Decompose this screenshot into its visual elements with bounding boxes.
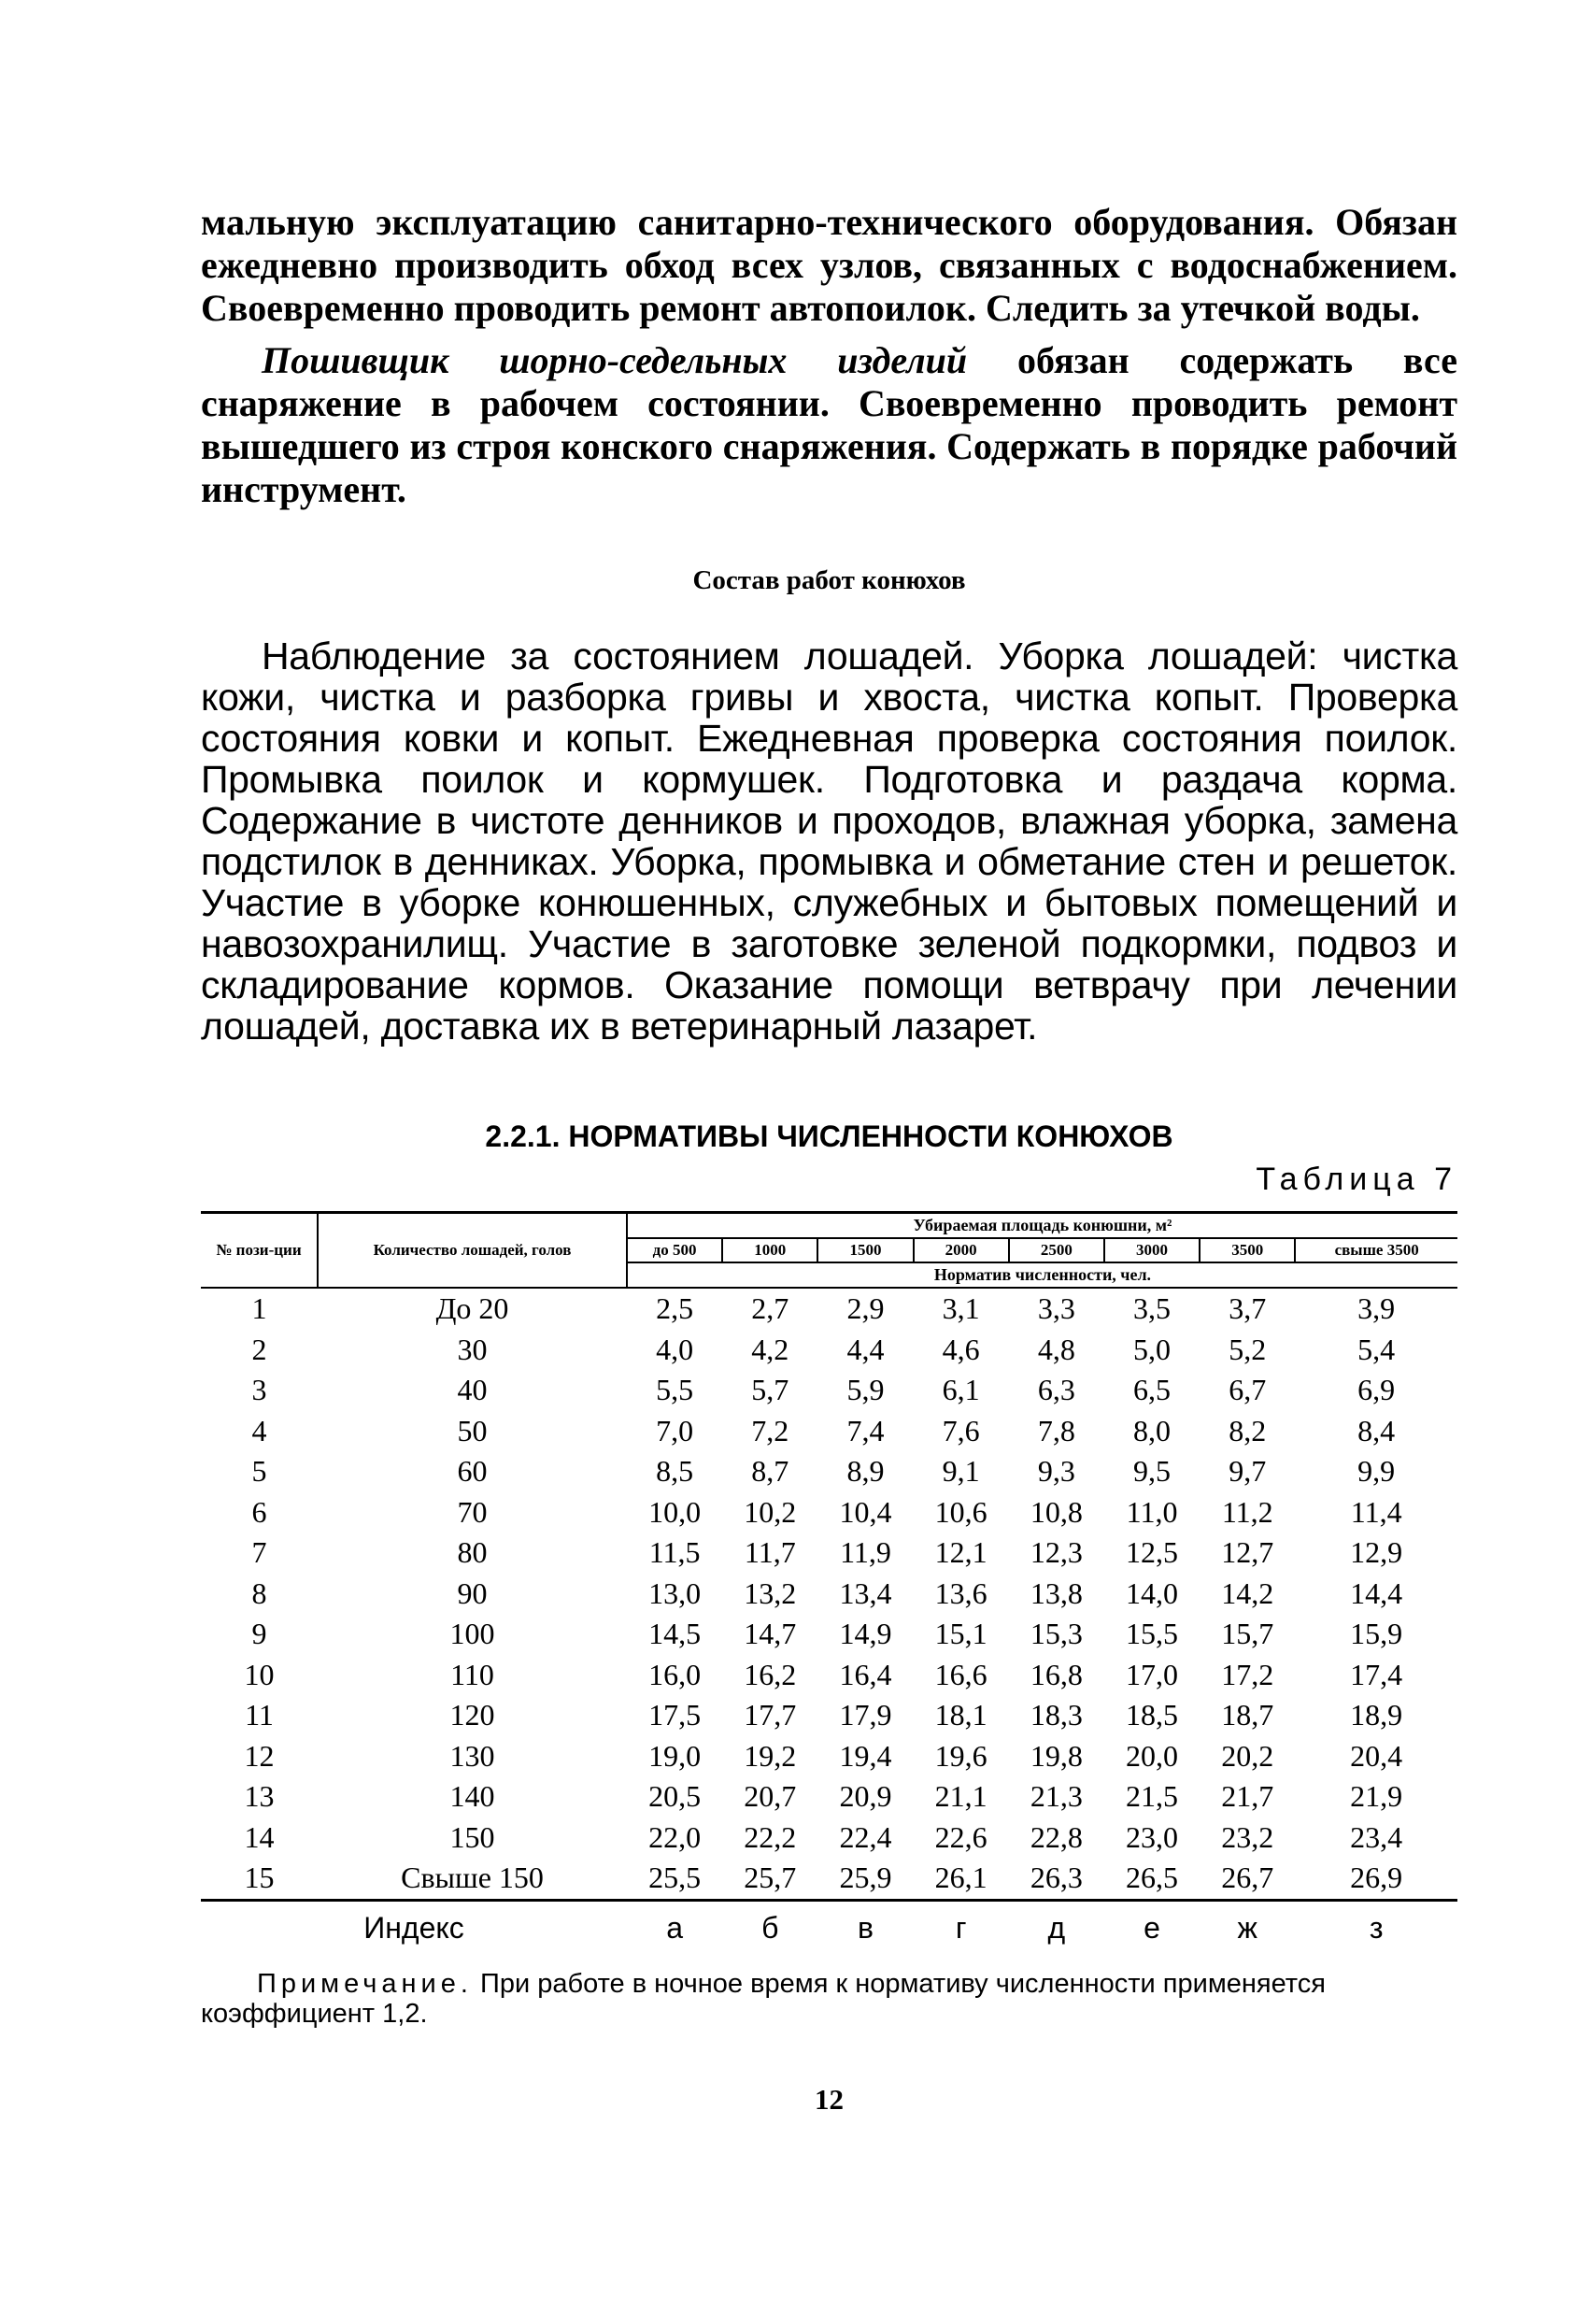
area-column-header: 3000 bbox=[1104, 1238, 1200, 1262]
norm-value-cell: 12,9 bbox=[1350, 1535, 1403, 1570]
norm-value-cell: 12,7 bbox=[1221, 1535, 1274, 1570]
norm-value-cell: 11,0 bbox=[1126, 1494, 1178, 1529]
index-letter: а bbox=[666, 1911, 683, 1945]
norm-value-cell: 12,3 bbox=[1030, 1535, 1083, 1570]
area-column-header: 2000 bbox=[914, 1238, 1009, 1262]
section-body: Наблюдение за состоянием лошадей. Уборка лошадей: чистка кожи, чистка и разборка гривы и хвоста, чистка копыт. Проверка состояния ковки и копыт. Ежедневная проверка состояния поилок. Промывка поилок и кормушек. Подготовка и раздача корма. Содержание в чистоте денников и проходов, влажная уборка, замена подстилок в денниках. Уборка, промывка и обметание стен и решеток. Участие в уборке конюшенных, служебных и бытовых помещений и навозохранилищ. Участие в заготовке зеленой подкормки, подвоз и складирование кормов. Оказание помощи ветврачу при лечении лошадей, доставка их в ветеринарный лазарет. bbox=[201, 634, 1457, 1048]
row-horse-count: До 20 bbox=[435, 1291, 509, 1326]
norm-value-cell: 9,3 bbox=[1037, 1454, 1075, 1489]
norm-value-cell: 4,0 bbox=[656, 1332, 694, 1366]
intro-paragraph-1: мальную эксплуатацию санитарно-технического оборудования. Обязан ежедневно производить обход всех узлов, связанных с водоснабжением. Своевременно проводить ремонт автопоилок. Следить за утечкой воды. bbox=[201, 201, 1457, 329]
index-letter: ж bbox=[1237, 1911, 1257, 1945]
row-position: 10 bbox=[244, 1657, 275, 1691]
table-row bbox=[201, 1492, 1457, 1533]
norm-value-cell: 9,5 bbox=[1133, 1454, 1172, 1489]
norm-value-cell: 12,1 bbox=[934, 1535, 987, 1570]
area-column-header: свыше 3500 bbox=[1295, 1238, 1457, 1262]
norm-value-cell: 5,2 bbox=[1229, 1332, 1267, 1366]
table-row bbox=[201, 1574, 1457, 1615]
norm-value-cell: 9,9 bbox=[1357, 1454, 1396, 1489]
index-letter: в bbox=[857, 1911, 874, 1945]
norm-value-cell: 19,2 bbox=[744, 1738, 797, 1773]
norm-value-cell: 5,5 bbox=[656, 1373, 694, 1407]
norm-value-cell: 15,7 bbox=[1221, 1617, 1274, 1651]
row-position: 4 bbox=[251, 1413, 267, 1447]
norm-value-cell: 20,4 bbox=[1350, 1738, 1403, 1773]
norm-value-cell: 21,7 bbox=[1221, 1779, 1274, 1814]
row-horse-count: 70 bbox=[457, 1494, 488, 1529]
index-row bbox=[201, 1900, 1457, 1956]
table-note bbox=[201, 1969, 1457, 2029]
row-horse-count: 120 bbox=[449, 1698, 495, 1732]
row-position: 12 bbox=[244, 1738, 275, 1773]
norm-value-cell: 13,8 bbox=[1030, 1575, 1083, 1610]
row-position: 9 bbox=[251, 1617, 267, 1651]
norm-value-cell: 18,7 bbox=[1221, 1698, 1274, 1732]
table-row bbox=[201, 1288, 1457, 1330]
area-column-header: 2500 bbox=[1009, 1238, 1104, 1262]
norm-value-cell: 14,7 bbox=[744, 1617, 797, 1651]
table-heading: 2.2.1. НОРМАТИВЫ ЧИСЛЕННОСТИ КОНЮХОВ bbox=[485, 1119, 1173, 1153]
norm-value-cell: 17,7 bbox=[744, 1698, 797, 1732]
table-row bbox=[201, 1818, 1457, 1859]
norm-value-cell: 15,1 bbox=[934, 1617, 987, 1651]
norm-value-cell: 9,7 bbox=[1229, 1454, 1267, 1489]
row-horse-count: 100 bbox=[449, 1617, 495, 1651]
norm-value-cell: 25,5 bbox=[627, 1858, 722, 1900]
norm-value-cell: 6,1 bbox=[942, 1373, 980, 1407]
norm-value-cell: 12,5 bbox=[1126, 1535, 1179, 1570]
norm-value-cell: 14,0 bbox=[1126, 1575, 1179, 1610]
norm-value-cell: 13,4 bbox=[839, 1575, 892, 1610]
table-row bbox=[201, 1776, 1457, 1818]
intro-paragraph-2 bbox=[201, 339, 1457, 511]
norm-value-cell: 16,2 bbox=[744, 1657, 797, 1691]
row-horse-count: 140 bbox=[449, 1779, 495, 1814]
norm-value-cell: 19,4 bbox=[839, 1738, 892, 1773]
norm-value-cell: 23,2 bbox=[1221, 1819, 1274, 1854]
row-horse-count: 60 bbox=[457, 1454, 488, 1489]
norm-value-cell: 19,0 bbox=[648, 1738, 702, 1773]
norm-value-cell: 19,8 bbox=[1030, 1738, 1083, 1773]
intro-paragraph-2-italic: Пошивщик шорно-седельных изделий bbox=[262, 339, 968, 381]
norm-value-cell: 2,7 bbox=[751, 1291, 789, 1326]
table-row bbox=[201, 1370, 1457, 1411]
norm-value-cell: 11,4 bbox=[1350, 1494, 1402, 1529]
norm-value-cell: 21,5 bbox=[1126, 1779, 1179, 1814]
norm-value-cell: 20,7 bbox=[744, 1779, 797, 1814]
norm-value-cell: 2,5 bbox=[656, 1291, 694, 1326]
norm-value-cell: 25,7 bbox=[722, 1858, 817, 1900]
page-number: 12 bbox=[815, 2082, 844, 2116]
index-letter: д bbox=[1047, 1911, 1066, 1945]
norm-value-cell: 8,0 bbox=[1133, 1413, 1172, 1447]
norm-value-cell: 2,9 bbox=[846, 1291, 885, 1326]
norm-value-cell: 26,7 bbox=[1200, 1858, 1295, 1900]
table-row bbox=[201, 1655, 1457, 1696]
norm-value-cell: 10,8 bbox=[1030, 1494, 1083, 1529]
row-position: 6 bbox=[251, 1494, 267, 1529]
col-header-position: № пози-ции bbox=[201, 1213, 318, 1289]
norm-value-cell: 16,0 bbox=[648, 1657, 702, 1691]
norm-value-cell: 9,1 bbox=[942, 1454, 980, 1489]
norm-value-cell: 4,4 bbox=[846, 1332, 885, 1366]
norm-value-cell: 16,8 bbox=[1030, 1657, 1083, 1691]
index-letter: г bbox=[955, 1911, 967, 1945]
row-position: 1 bbox=[251, 1291, 267, 1326]
norm-value-cell: 13,2 bbox=[744, 1575, 797, 1610]
norm-value-cell: 11,7 bbox=[744, 1535, 796, 1570]
norm-value-cell: 22,0 bbox=[648, 1819, 702, 1854]
norm-value-cell: 22,8 bbox=[1030, 1819, 1083, 1854]
row-horse-count: Свыше 150 bbox=[318, 1858, 627, 1900]
note-text: При работе в ночное время к нормативу численности применяется коэффициент 1,2. bbox=[201, 1968, 1326, 2029]
norm-value-cell: 20,5 bbox=[648, 1779, 702, 1814]
norm-value-cell: 8,4 bbox=[1357, 1413, 1396, 1447]
row-position: 15 bbox=[201, 1858, 318, 1900]
norm-value-cell: 14,2 bbox=[1221, 1575, 1274, 1610]
norm-value-cell: 13,6 bbox=[934, 1575, 987, 1610]
index-letter: е bbox=[1144, 1911, 1160, 1945]
norm-value-cell: 3,1 bbox=[942, 1291, 980, 1326]
norm-value-cell: 26,5 bbox=[1104, 1858, 1200, 1900]
norm-value-cell: 19,6 bbox=[934, 1738, 987, 1773]
norm-value-cell: 21,9 bbox=[1350, 1779, 1403, 1814]
norm-value-cell: 20,2 bbox=[1221, 1738, 1274, 1773]
table-body bbox=[201, 1288, 1457, 1956]
table-row bbox=[201, 1330, 1457, 1371]
norm-value-cell: 11,5 bbox=[648, 1535, 701, 1570]
norm-value-cell: 23,4 bbox=[1350, 1819, 1403, 1854]
norm-value-cell: 8,9 bbox=[846, 1454, 885, 1489]
norm-value-cell: 26,1 bbox=[914, 1858, 1009, 1900]
norm-value-cell: 6,3 bbox=[1037, 1373, 1075, 1407]
norm-value-cell: 14,4 bbox=[1350, 1575, 1403, 1610]
note-label: Примечание. bbox=[257, 1968, 473, 1999]
page-content bbox=[201, 201, 1457, 2117]
row-position: 3 bbox=[251, 1373, 267, 1407]
norm-value-cell: 15,3 bbox=[1030, 1617, 1083, 1651]
norm-value-cell: 15,5 bbox=[1126, 1617, 1179, 1651]
norm-value-cell: 3,7 bbox=[1229, 1291, 1267, 1326]
table-row bbox=[201, 1695, 1457, 1736]
norm-value-cell: 13,0 bbox=[648, 1575, 702, 1610]
norm-value-cell: 14,9 bbox=[839, 1617, 892, 1651]
norm-value-cell: 3,9 bbox=[1357, 1291, 1396, 1326]
index-letter: б bbox=[761, 1911, 779, 1945]
norm-value-cell: 18,3 bbox=[1030, 1698, 1083, 1732]
norm-value-cell: 17,4 bbox=[1350, 1657, 1403, 1691]
norm-value-cell: 10,2 bbox=[744, 1494, 797, 1529]
row-horse-count: 40 bbox=[457, 1373, 488, 1407]
row-position: 14 bbox=[244, 1819, 275, 1854]
norm-value-cell: 7,2 bbox=[751, 1413, 789, 1447]
table-row bbox=[201, 1858, 1457, 1900]
norm-value-cell: 25,9 bbox=[817, 1858, 913, 1900]
norm-value-cell: 6,7 bbox=[1229, 1373, 1267, 1407]
row-horse-count: 30 bbox=[457, 1332, 488, 1366]
norm-value-cell: 5,4 bbox=[1357, 1332, 1396, 1366]
norm-value-cell: 7,4 bbox=[846, 1413, 885, 1447]
norm-value-cell: 22,2 bbox=[744, 1819, 797, 1854]
row-position: 11 bbox=[245, 1698, 274, 1732]
row-position: 5 bbox=[251, 1454, 267, 1489]
norm-value-cell: 5,7 bbox=[751, 1373, 789, 1407]
norm-value-cell: 3,3 bbox=[1037, 1291, 1075, 1326]
table-row bbox=[201, 1411, 1457, 1452]
table-row bbox=[201, 1533, 1457, 1574]
row-horse-count: 130 bbox=[449, 1738, 495, 1773]
norm-value-cell: 17,5 bbox=[648, 1698, 702, 1732]
norm-value-cell: 21,1 bbox=[934, 1779, 987, 1814]
norm-value-cell: 18,5 bbox=[1126, 1698, 1179, 1732]
norm-value-cell: 11,2 bbox=[1221, 1494, 1273, 1529]
norm-value-cell: 4,8 bbox=[1037, 1332, 1075, 1366]
norm-value-cell: 5,9 bbox=[846, 1373, 885, 1407]
norm-value-cell: 22,6 bbox=[934, 1819, 987, 1854]
norm-value-cell: 6,9 bbox=[1357, 1373, 1396, 1407]
index-letter: з bbox=[1369, 1911, 1384, 1945]
area-header: Убираемая площадь конюшни, м² bbox=[627, 1213, 1457, 1239]
norm-value-cell: 10,4 bbox=[839, 1494, 892, 1529]
norm-value-cell: 11,9 bbox=[840, 1535, 891, 1570]
norm-value-cell: 17,2 bbox=[1221, 1657, 1274, 1691]
norm-value-cell: 10,6 bbox=[934, 1494, 987, 1529]
norm-header: Норматив численности, чел. bbox=[627, 1262, 1457, 1288]
section-heading: Состав работ конюхов bbox=[692, 565, 966, 595]
norm-value-cell: 8,5 bbox=[656, 1454, 694, 1489]
norm-value-cell: 7,8 bbox=[1037, 1413, 1075, 1447]
norm-value-cell: 20,9 bbox=[839, 1779, 892, 1814]
norms-table bbox=[201, 1211, 1457, 1956]
table-label: Таблица 7 bbox=[1256, 1162, 1457, 1197]
row-position: 13 bbox=[244, 1779, 275, 1814]
area-column-header: 3500 bbox=[1200, 1238, 1295, 1262]
norm-value-cell: 7,0 bbox=[656, 1413, 694, 1447]
row-position: 8 bbox=[251, 1575, 267, 1610]
area-column-header: 1500 bbox=[817, 1238, 913, 1262]
row-horse-count: 50 bbox=[457, 1413, 488, 1447]
norm-value-cell: 8,7 bbox=[751, 1454, 789, 1489]
norm-value-cell: 26,9 bbox=[1295, 1858, 1457, 1900]
norm-value-cell: 23,0 bbox=[1126, 1819, 1179, 1854]
table-row bbox=[201, 1451, 1457, 1492]
area-column-header: 1000 bbox=[722, 1238, 817, 1262]
row-horse-count: 110 bbox=[450, 1657, 494, 1691]
row-horse-count: 150 bbox=[449, 1819, 495, 1854]
norm-value-cell: 20,0 bbox=[1126, 1738, 1179, 1773]
norm-value-cell: 4,6 bbox=[942, 1332, 980, 1366]
norm-value-cell: 10,0 bbox=[648, 1494, 702, 1529]
norm-value-cell: 14,5 bbox=[648, 1617, 702, 1651]
row-position: 2 bbox=[251, 1332, 267, 1366]
row-position: 7 bbox=[251, 1535, 267, 1570]
row-horse-count: 90 bbox=[457, 1575, 488, 1610]
norm-value-cell: 5,0 bbox=[1133, 1332, 1172, 1366]
col-header-count: Количество лошадей, голов bbox=[318, 1213, 627, 1289]
norm-value-cell: 3,5 bbox=[1133, 1291, 1172, 1326]
norm-value-cell: 4,2 bbox=[751, 1332, 789, 1366]
norm-value-cell: 17,0 bbox=[1126, 1657, 1179, 1691]
table-row bbox=[201, 1736, 1457, 1777]
norm-value-cell: 16,4 bbox=[839, 1657, 892, 1691]
index-label: Индекс bbox=[363, 1911, 464, 1945]
norm-value-cell: 18,1 bbox=[934, 1698, 987, 1732]
norm-value-cell: 16,6 bbox=[934, 1657, 987, 1691]
row-horse-count: 80 bbox=[457, 1535, 488, 1570]
norm-value-cell: 6,5 bbox=[1133, 1373, 1172, 1407]
table-row bbox=[201, 1614, 1457, 1655]
intro-paragraph-2-rest: обязан содержать все снаряжение в рабочем состоянии. Своевременно проводить ремонт вышедшего из строя конского снаряжения. Содержать в порядке рабочий инструмент. bbox=[201, 339, 1457, 510]
norm-value-cell: 17,9 bbox=[839, 1698, 892, 1732]
norm-value-cell: 8,2 bbox=[1229, 1413, 1267, 1447]
norm-value-cell: 21,3 bbox=[1030, 1779, 1083, 1814]
norm-value-cell: 7,6 bbox=[942, 1413, 980, 1447]
norm-value-cell: 22,4 bbox=[839, 1819, 892, 1854]
norm-value-cell: 18,9 bbox=[1350, 1698, 1403, 1732]
norm-value-cell: 15,9 bbox=[1350, 1617, 1403, 1651]
norm-value-cell: 26,3 bbox=[1009, 1858, 1104, 1900]
area-column-header: до 500 bbox=[627, 1238, 722, 1262]
